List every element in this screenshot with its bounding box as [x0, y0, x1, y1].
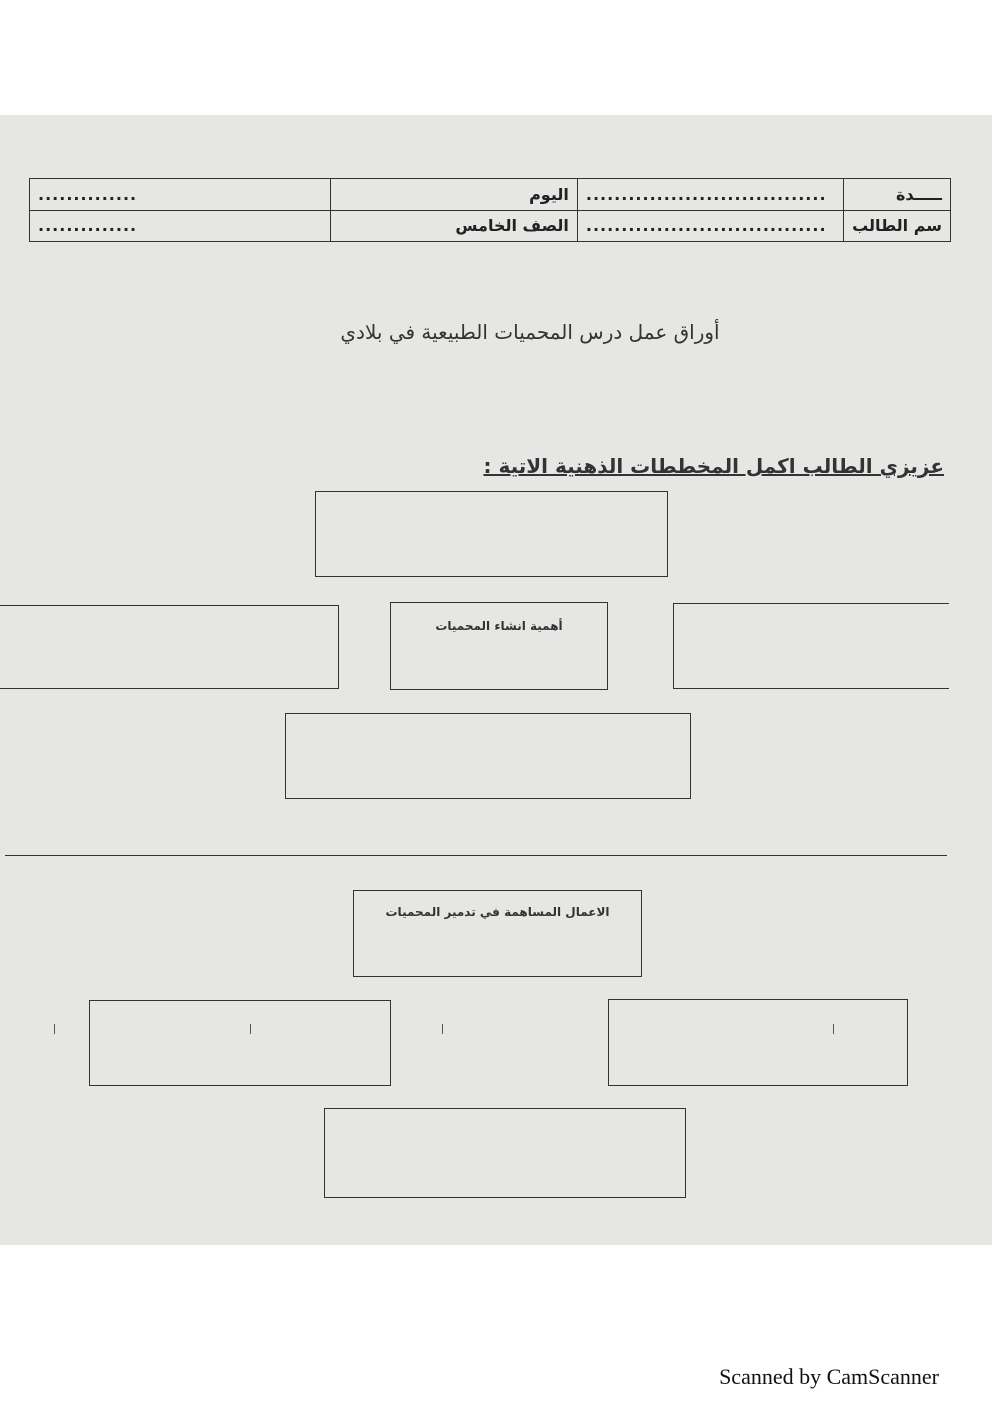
tick-mark — [54, 1024, 55, 1034]
answer-box-top[interactable] — [315, 491, 668, 577]
student-name-field[interactable]: .................................. — [577, 210, 843, 242]
answer-box-left-open[interactable] — [673, 603, 949, 689]
diagram1-center-box — [390, 602, 608, 690]
page-title: أوراق عمل درس المحميات الطبيعية في بلادي — [340, 320, 720, 344]
answer-box-right[interactable] — [608, 999, 908, 1086]
tick-mark — [250, 1024, 251, 1034]
table-row — [30, 179, 951, 211]
subject-field[interactable]: .................................. — [577, 179, 843, 211]
instruction-heading: عزيزي الطالب اكمل المخططات الذهنية الاتية : — [483, 454, 944, 478]
student-info-table — [29, 178, 951, 242]
answer-box-bottom-2[interactable] — [324, 1108, 686, 1198]
table-row — [30, 210, 951, 242]
answer-box-bottom[interactable] — [285, 713, 691, 799]
subject-label: ـــــدة — [844, 179, 951, 211]
diagram2-center-label: الاعمال المساهمة في تدمير المحميات — [385, 905, 610, 919]
scanner-watermark: Scanned by CamScanner — [719, 1364, 939, 1389]
diagram2-center-box — [353, 890, 642, 977]
answer-box-right-open[interactable] — [0, 605, 339, 689]
grade-label: الصف الخامس — [330, 210, 577, 242]
student-name-label: سم الطالب — [844, 210, 951, 242]
tick-mark — [442, 1024, 443, 1034]
answer-box-left[interactable] — [89, 1000, 391, 1086]
diagram1-center-label: أهمية انشاء المحميات — [435, 619, 563, 633]
day-field[interactable]: .............. — [30, 179, 331, 211]
tick-mark — [833, 1024, 834, 1034]
grade-field[interactable]: .............. — [30, 210, 331, 242]
day-label: اليوم — [330, 179, 577, 211]
section-divider — [5, 855, 947, 856]
